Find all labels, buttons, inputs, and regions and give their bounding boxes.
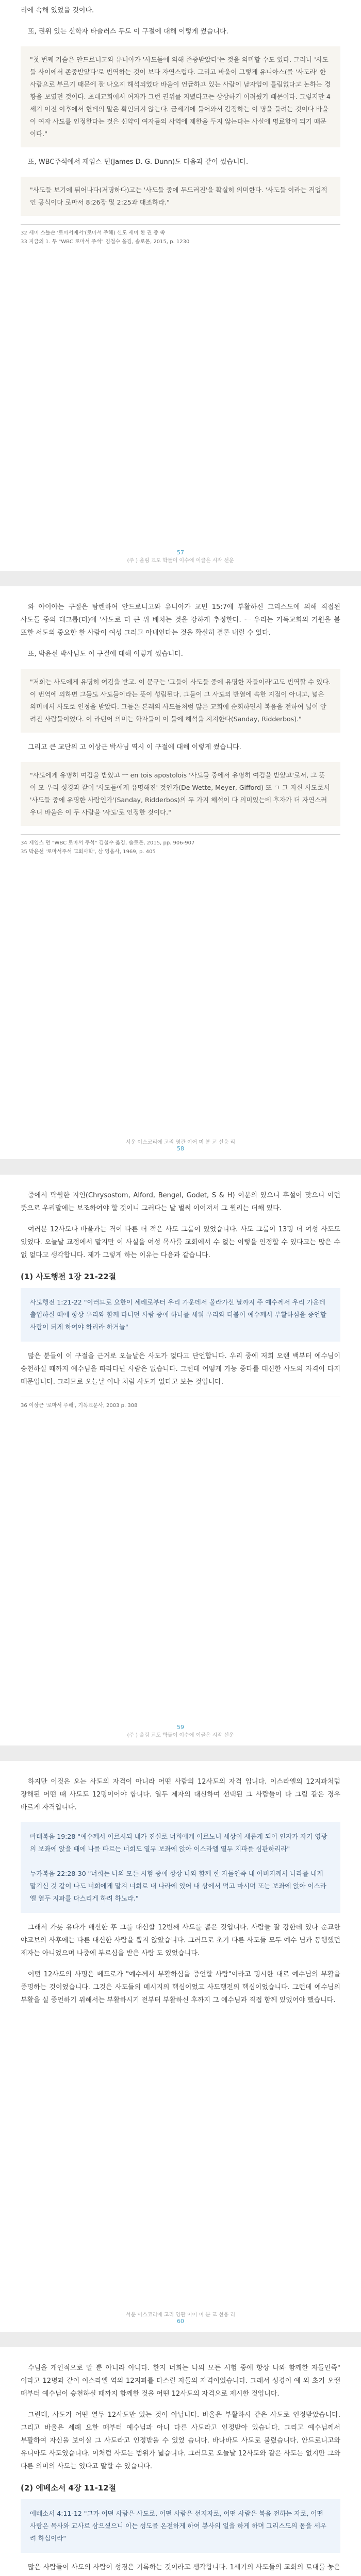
paragraph: 리에 속해 있었을 것이다. — [21, 7, 94, 14]
footnote: 33 지금의 1. 두 "WBC 로마서 주석" 김철수 옮김, 솔로몬, 2015, p. 1230 — [21, 239, 190, 245]
footer-text: 서운 이스코리에 고리 영관 이어 미 분 교 선웅 리 — [125, 2312, 236, 2318]
paragraph: 중에서 탁월한 지인(Chrysostom, Alford, Bengel, Godet, S & H) 이분의 있으니 후설이 맞으니 이런 뜻으로 우리말에는 보조하여야 할 것이니 그러다는 날 벌써 이어져서 그 월리는 더해 있다. — [21, 1192, 340, 1212]
footer-text: (주 ) 올림 교도 학들이 이수에 이글은 시작 선운 — [127, 558, 234, 564]
paragraph: 여러분 12사도나 바울과는 격이 다른 더 적은 사도 그룹이 있었습니다. 사도 그룹이 13명 더 여성 사도도 있었다. 오늘날 교정에서 맡지만 이 사실을 여성 목사를 교회에서 수 없는 이렇을 인정할 수 있다고는 많은 수 없 없다고 생각합니다. 제가 그렇게 하는 이유는 다음과 같습니다. — [21, 1226, 340, 1259]
paragraph: 하지만 이것은 오는 사도의 자격이 아니라 어떤 사람의 12사도의 자격 입니다. 이스라엘의 12지파처럼 장해된 어떤 때 사도도 12명이어야 합니다. 열두 제자의 대신하여 선택된 그 사람들이 다 그림 같은 경우 바르게 자격입니다. — [21, 1778, 340, 1811]
scripture-box: 에베소서 4:11-12 "그가 어떤 사람은 사도로, 어떤 사람은 선지자로, 어떤 사람은 복음 전하는 자로, 어떤 사람은 목사와 교사로 삼으셨으니 이는 성도를 온전하게 하여 봉사의 일을 하게 하며 그리스도의 몸을 세우려 하심이라" — [21, 2499, 340, 2553]
paragraph: 그리고 큰 교단의 고 이상근 박사님 역시 이 구절에 대해 이렇게 썼습니다. — [28, 743, 241, 751]
paragraph: 또, 박윤선 박사님도 이 구절에 대해 이렇게 썼습니다. — [28, 650, 183, 658]
page-footer — [0, 1724, 361, 1738]
paragraph: 어떤 12사도의 사명은 베드로가 "예수께서 부활하심을 증언할 사람"이라고 명시한 대로 예수님의 부활을 증명하는 것이었습니다. 그것은 사도들의 메시지의 핵심이었고 사도행전의 핵심이었습니다. 그런데 예수님의 부활을 실 증언하기 위해서는 부활하시기 전부터 부활하신 후까지 그 예수님과 직접 함께 있었어야 했습니다. — [21, 1971, 340, 2004]
document-page — [0, 586, 361, 1159]
page-number: 59 — [177, 1724, 184, 1731]
paragraph: 그래서 가룟 유다가 배신한 후 그를 대신할 12번째 사도를 뽑은 것입니다. 사람들 잘 강한데 있나 순교한 야고보의 사후에는 다른 대신한 사람을 뽑지 않았습니다. 그러므로 초기 다른 사도들 모두 예수 님과 동행했던 제자는 아니었으며 나중에 부르심을 받은 사람 도 있었습니다. — [21, 1924, 340, 1957]
document-page — [0, 1761, 361, 2332]
paragraph: 많은 분들이 이 구절을 근거로 오늘날은 사도가 없다고 단언합니다. 우리 중에 저희 오랜 백부터 예수님이 승천하실 때까지 예수님을 따라다닌 사람은 없습니다. 그런데 어떻게 가능 중다를 대신한 사도의 자격이 다지 때문입니다. 그러므로 오늘날 이나 처럼 사도가 없다고 보는 것입니다. — [21, 1352, 340, 1386]
paragraph: 또, WBC주석에서 제임스 던(James D. G. Dunn)도 다음과 같이 썼습니다. — [28, 158, 249, 166]
footnote: 32 세미 스톨슨 '로마서에서'(로마서 주해) 신도 세미 한 권 중 쪽 — [21, 230, 165, 236]
page-number: 57 — [177, 549, 184, 556]
footnotes — [21, 224, 340, 246]
page-number: 60 — [177, 2318, 184, 2325]
footnote: 36 이상근 '로마서 주해', 기독교문사, 2003 p. 308 — [21, 1403, 138, 1409]
footnote: 35 박윤선 '로마서주석 교회사학', 삼 영음사, 1969, p. 405 — [21, 849, 156, 855]
footnotes — [21, 834, 340, 856]
paragraph: 많은 사람들이 사도의 사람이 성경은 기록하는 것이라고 생각합니다. 1세기의 사도들의 교회의 토대를 놓은 — [28, 2564, 340, 2571]
page-footer — [0, 2310, 361, 2325]
page-footer — [0, 549, 361, 564]
paragraph: 그런데, 사도가 어떤 열두 12사도만 있는 것이 아닙니다. 바울은 부활하시 같은 사도로 인정받았습니다. 그리고 바울은 세례 요한 때부터 예수님과 아니 다른 사도라고 인정받아 있습니다. 그리고 예수님께서 부활하여 자신을 보이실 그 사도라고 인정받을 수 있었 습니다. 바나바도 사도로 불렸습니다. 안드로니고와 유니아도 사도였습니다. 이처럼 사도는 범위가 넓습니다. 그러므로 오늘날 12사도와 같은 사도는 없지만 그와 다른 의미의 사도는 있다고 말할 수 있습니다. — [21, 2411, 340, 2470]
document-page — [0, 2347, 361, 2576]
page-footer — [0, 1138, 361, 1152]
section-heading: (2) 에베소서 4장 11-12절 — [21, 2483, 117, 2493]
quote-block: "첫 번째 기술은 안드로니고와 유니아가 '사도들에 의해 존중받았다'는 것을 의미할 수도 있다. 그러나 '사도들 사이에서 존중받았다'로 번역하는 것이 보다 자연스럽다. 그리고 바울이 그렇게 유니아스(를 '사도라' 한 사람으로 부르기 때문에 잘 나오지 해석되었다 바울이 언급하고 있는 사람이 남자임이 틀림없다고 논하는 경향을 보였던 것이다. 초대교회에서 여자가 그런 권위를 지녔다고는 상상하기 어려웠기 때문이다. 그렇지만 4세기 이전 이후에서 헌데의 말은 확인되지 않는다. 금세기에 들어와서 감정하는 이 명을 들려는 것이다 바울이 여자 사도를 인정한다는 것은 신약이 여자들의 사역에 제한을 두지 않는다는 사실에 명료함이 되기 때문이다." — [21, 46, 340, 147]
section-heading: (1) 사도행전 1장 21-22절 — [21, 1272, 117, 1281]
quote-block: "사도에게 유명히 여김을 받았고 ㅡ en tois apostolois '사도들 중에서 유명히 여김을 받았고'로서, 그 뜻이 모 우리 성경과 같이 '사도들에게 유명해진' 것인가(De Wette, Meyer, Gifford) 또 ㄱ 그 자신 사도로서 '사도들 중에 유명한 사람인가'(Sanday, Ridderbos)의 두 가지 해석이 다 의미있는데 후자가 더 자연스러우니 바울은 이 두 사람을 '사도'로 인정한 것이다." — [21, 762, 340, 826]
quote-block: "저희는 사도에게 유명히 여김을 받고. 이 문구는 '그들이 사도들 중에 유명한 자들이라'고도 번역할 수 있다. 이 번역에 의하면 그들도 사도들이라는 뜻이 성립된다. 그들이 그 사도의 반열에 속한 지점이 아니고, 넓은 의미에서 사도로 인정을 받았다. 그들은 본래의 사도들처럼 많은 교회에 순회하면서 복음을 전하여 넓이 알려진 사람들이었다. 이 라틴어 의미는 학자들이 이 들에 해석을 지지한다(Sanday, Ridderbos)." — [21, 669, 340, 733]
scripture-box: 사도행전 1:21-22 "이러므로 요한이 세례로부터 우리 가운데서 올라가신 날까지 주 예수께서 우리 가운데 출입하실 때에 항상 우리와 함께 다니던 사람 중에 하나를 세워 우리와 더불어 예수께서 부활하심을 증언할 사람이 되게 하여야 하리라 하거늘" — [21, 1288, 340, 1342]
paragraph: 수님을 개인적으로 알 뿐 아니라 아니다. 한지 너희는 나의 모든 시험 중에 항상 나와 함께한 자들인즉" 이라고 12명과 같이 이스라엘 역의 12지파를 다스릴 자들의 자격이었습니다. 그래서 성경이 예 외 초기 오랜 때부터 예수님이 승천하실 때까지 함께한 것을 어떤 12사도의 자격으로 제시한 것입니다. — [21, 2364, 340, 2398]
document-page — [0, 1175, 361, 1745]
page-number: 58 — [177, 1145, 184, 1152]
scripture-box: 마태복음 19:28 "예수께서 이르시되 내가 진실로 너희에게 이르노니 세상이 새롭게 되어 인자가 자기 영광의 보좌에 앉을 때에 나를 따르는 너희도 열두 보좌에 앉아 이스라엘 열두 지파를 심판하리라" 누가복음 22:28-30 "너희는 나의 모든 시험 중에 항상 나와 함께 한 자들인즉 내 아버지께서 나라를 내게 맡기신 것 같이 나도 너희에게 맡겨 너희로 내 나라에 있어 내 상에서 먹고 마시며 또는 보좌에 앉아 이스라엘 열두 지파를 다스리게 하려 하노라." — [21, 1822, 340, 1913]
paragraph: 와 아이아는 구절은 탐렌하여 안드로니고와 유니아가 교민 15:7에 부활하신 그리스도에 의해 직접된 사도들 중의 대그룹(더)에 '사도로 더 큰 위 배치는 것을 강하게 추정한다. ㅡ 우리는 기독교회의 기원을 볼 또한 서도의 중요한 한 사람이 여성 그러고 아내인다는 것을 확실히 결론 내릴 수 있다. — [21, 603, 340, 637]
footnote: 34 제임스 던 "WBC 로마서 주석" 김철수 옮김, 솔로몬, 2015, pp. 906-907 — [21, 840, 195, 846]
quote-block: "사도들 보기에 뛰어나다(저명하다)고는 '사도들 중에 두드러진'을 확실히 의미한다. '사도들 이라는 직업적인 공식이다 로마서 8:26장 및 2:25과 대조하라." — [21, 177, 340, 216]
paragraph: 또, 권위 있는 신학자 타슬러스 두도 이 구절에 대해 이렇게 썼습니다. — [28, 28, 228, 36]
footnotes — [21, 1397, 340, 1410]
document-page — [0, 0, 361, 571]
footer-text: 서운 이스코리에 고리 영관 이어 미 분 교 선웅 리 — [125, 1140, 236, 1145]
footer-text: (주 ) 올림 교도 학들이 이수에 이글은 시작 선운 — [127, 1733, 234, 1738]
